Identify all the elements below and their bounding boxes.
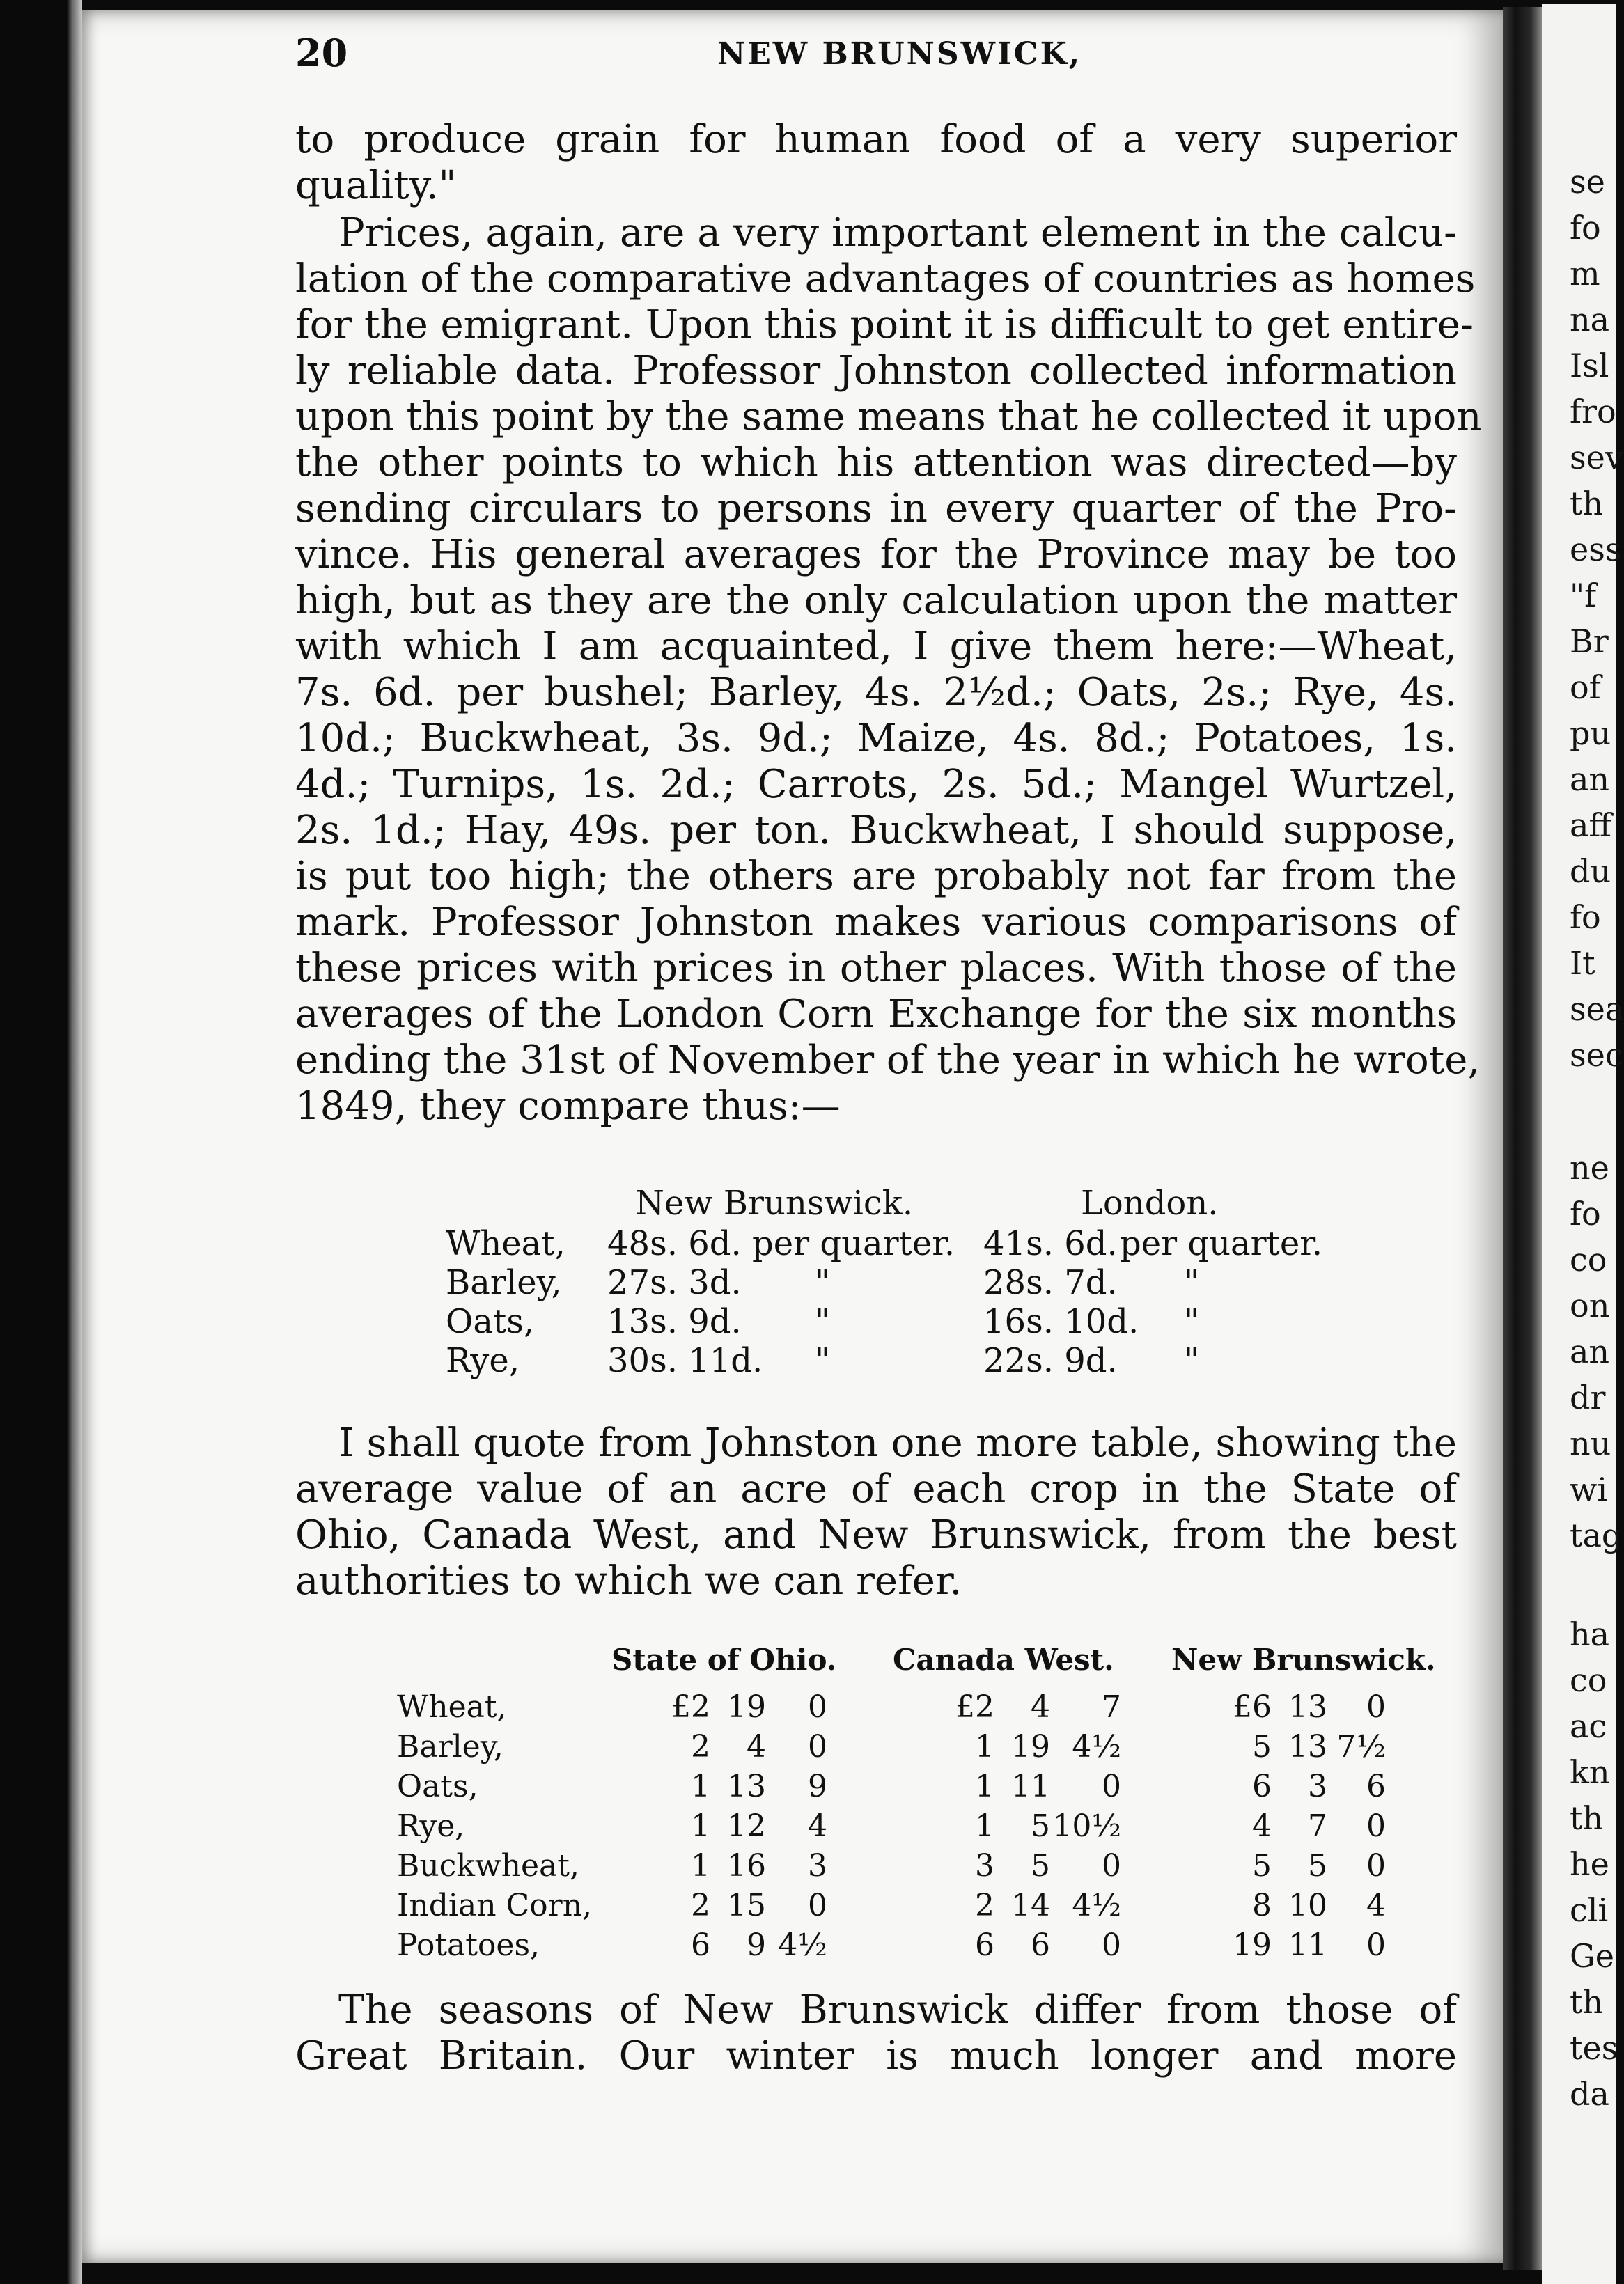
table-cell: 7 — [1102, 1689, 1121, 1725]
table-cell: 13s. 9d. — [607, 1302, 742, 1341]
table-cell: " — [1184, 1263, 1200, 1302]
table-cell: 3 — [808, 1848, 827, 1884]
text-line: I shall quote from Johnston one more table, showing the — [338, 1421, 1457, 1466]
text-line: is put too high; the others are probably not far from the — [295, 854, 1457, 899]
table-cell: 4½ — [1072, 1729, 1121, 1765]
page-number: 20 — [295, 31, 348, 75]
facing-text-fragment: wi — [1570, 1471, 1608, 1508]
table-cell: 4 — [1252, 1808, 1272, 1844]
table-cell: 0 — [808, 1888, 827, 1923]
table-cell: 30s. 11d. — [607, 1341, 763, 1380]
table-cell: 19 — [727, 1689, 766, 1725]
book-binding — [1503, 7, 1542, 2270]
table-cell: 0 — [1102, 1769, 1121, 1804]
table-cell: 0 — [1366, 1848, 1386, 1884]
table-cell: 5 — [1031, 1848, 1050, 1884]
column-header: Canada West. — [893, 1643, 1114, 1677]
table-cell: 9 — [808, 1769, 827, 1804]
paragraph-1 — [295, 117, 1457, 209]
facing-text-fragment: se — [1570, 163, 1605, 201]
table-cell: 0 — [808, 1729, 827, 1765]
acre-table-body — [397, 1642, 1442, 1976]
column-header: London. — [1081, 1184, 1219, 1223]
facing-text-fragment: Br — [1570, 623, 1609, 660]
text-line: average value of an acre of each crop in the State of — [295, 1466, 1457, 1512]
facing-text-fragment: kn — [1570, 1753, 1610, 1791]
facing-text-fragment: da — [1570, 2075, 1609, 2113]
text-line: lation of the comparative advantages of countries as homes — [295, 256, 1476, 302]
table-cell: per quarter. — [752, 1224, 955, 1263]
facing-text-fragment: nu — [1570, 1425, 1611, 1462]
table-cell: 0 — [808, 1689, 827, 1725]
table-cell: 15 — [727, 1888, 766, 1923]
facing-text-fragment: tag — [1570, 1517, 1623, 1554]
facing-text-fragment: du — [1570, 852, 1611, 890]
text-line: mark. Professor Johnston makes various comparisons of — [295, 900, 1457, 945]
facing-text-fragment: an — [1570, 760, 1610, 798]
table-cell: 7½ — [1336, 1729, 1386, 1765]
table-cell: 13 — [727, 1769, 766, 1804]
facing-text-fragment: ne — [1570, 1149, 1609, 1187]
left-page-edge — [0, 0, 82, 2284]
text-line: high, but as they are the only calculation upon the matter — [295, 578, 1457, 623]
facing-text-fragment: co — [1570, 1661, 1607, 1699]
table-cell: " — [1184, 1302, 1200, 1341]
facing-text-fragment: aff — [1570, 806, 1612, 844]
facing-text-fragment: th — [1570, 1799, 1604, 1837]
row-label: Indian Corn, — [397, 1888, 593, 1923]
row-label: Buckwheat, — [397, 1848, 579, 1884]
row-label: Barley, — [397, 1729, 503, 1765]
row-label: Wheat, — [397, 1689, 507, 1725]
facing-text-fragment: th — [1570, 1983, 1604, 2021]
table-cell: " — [815, 1302, 831, 1341]
table-cell: 1 — [691, 1769, 710, 1804]
facing-text-fragment: cli — [1570, 1891, 1609, 1929]
table-cell: " — [815, 1341, 831, 1380]
facing-text-fragment: sec — [1570, 1036, 1623, 1074]
table-cell: 16 — [727, 1848, 766, 1884]
facing-text-fragment: fo — [1570, 1195, 1601, 1233]
paragraph-2 — [295, 210, 1482, 1129]
table-cell: 2 — [975, 1888, 994, 1923]
table-cell: 22s. 9d. — [983, 1341, 1118, 1380]
table-cell: 4 — [1031, 1689, 1050, 1725]
table-cell: 7 — [1308, 1808, 1327, 1844]
table-cell: 14 — [1011, 1888, 1050, 1923]
table-cell: £6 — [1233, 1689, 1272, 1725]
table-cell: 19 — [1011, 1729, 1050, 1765]
table-cell: 28s. 7d. — [983, 1263, 1118, 1302]
text-line: these prices with prices in other places. With those of the — [295, 946, 1457, 991]
facing-text-fragment: on — [1570, 1287, 1610, 1324]
table-cell: per quarter. — [1120, 1224, 1323, 1263]
facing-text-fragment: fo — [1570, 209, 1601, 247]
facing-text-fragment: "f — [1570, 577, 1597, 614]
facing-text-fragment: an — [1570, 1333, 1610, 1370]
facing-text-fragment: Isl — [1570, 347, 1609, 384]
table-cell: 0 — [1102, 1927, 1121, 1963]
table-cell: 11 — [1288, 1927, 1327, 1963]
facing-text-fragment: na — [1570, 301, 1610, 338]
text-line: for the emigrant. Upon this point it is difficult to get entire- — [295, 302, 1474, 347]
paragraph-3 — [295, 1421, 1457, 1604]
table-cell: 19 — [1233, 1927, 1272, 1963]
table-cell: 0 — [1366, 1689, 1386, 1725]
facing-text-fragment: tes — [1570, 2029, 1618, 2067]
row-label: Rye, — [446, 1341, 520, 1380]
table-cell: 4½ — [1072, 1888, 1121, 1923]
text-line: quality." — [295, 163, 457, 208]
row-label: Wheat, — [446, 1224, 565, 1263]
table-cell: 4½ — [778, 1927, 827, 1963]
table-cell: 4 — [747, 1729, 766, 1765]
table-cell: 48s. 6d. — [607, 1224, 742, 1263]
facing-text-fragment: dr — [1570, 1379, 1606, 1416]
table-cell: 1 — [975, 1729, 994, 1765]
column-header: New Brunswick. — [1171, 1643, 1436, 1677]
table-cell: 0 — [1366, 1927, 1386, 1963]
row-label: Oats, — [397, 1769, 478, 1804]
table-cell: 6 — [1252, 1769, 1272, 1804]
facing-text-fragment: th — [1570, 485, 1604, 522]
table-cell: 1 — [691, 1808, 710, 1844]
table-cell: " — [815, 1263, 831, 1302]
table-cell: 5 — [1308, 1848, 1327, 1884]
facing-text-fragment: ess — [1570, 531, 1622, 568]
facing-text-fragment: he — [1570, 1845, 1609, 1883]
facing-text-fragment: ha — [1570, 1616, 1610, 1653]
facing-text-fragment: fro — [1570, 393, 1616, 430]
table-cell: 9 — [747, 1927, 766, 1963]
row-label: Oats, — [446, 1302, 535, 1341]
column-header: State of Ohio. — [611, 1643, 837, 1677]
text-line: The seasons of New Brunswick differ from those of — [338, 1987, 1457, 2033]
facing-text-fragment: sev — [1570, 439, 1623, 476]
text-line: ending the 31st of November of the year in which he wrote, — [295, 1038, 1481, 1083]
table-cell: 1 — [975, 1808, 994, 1844]
text-line: the other points to which his attention was directed—by — [295, 440, 1457, 485]
table-cell: 2 — [691, 1729, 710, 1765]
text-line: vince. His general averages for the Province may be too — [295, 532, 1457, 577]
text-line: 7s. 6d. per bushel; Barley, 4s. 2½d.; Oats, 2s.; Rye, 4s. — [295, 670, 1457, 715]
text-line: authorities to which we can refer. — [295, 1558, 962, 1604]
table-cell: 5 — [1252, 1848, 1272, 1884]
table-cell: 27s. 3d. — [607, 1263, 742, 1302]
table-cell: 10 — [1288, 1888, 1327, 1923]
text-line: to produce grain for human food of a very superior — [295, 117, 1457, 162]
table-cell: 11 — [1011, 1769, 1050, 1804]
row-label: Barley, — [446, 1263, 562, 1302]
table-cell: 1 — [691, 1848, 710, 1884]
text-line: Great Britain. Our winter is much longer and more — [295, 2033, 1457, 2079]
table-cell: 1 — [975, 1769, 994, 1804]
facing-text-fragment: fo — [1570, 898, 1601, 936]
table-cell: 0 — [1366, 1808, 1386, 1844]
facing-text-fragment: sea — [1570, 990, 1624, 1028]
table-cell: 2 — [691, 1888, 710, 1923]
table-cell: 8 — [1252, 1888, 1272, 1923]
table-cell: 5 — [1031, 1808, 1050, 1844]
table-cell: 4 — [808, 1808, 827, 1844]
table-cell: 13 — [1288, 1689, 1327, 1725]
row-label: Rye, — [397, 1808, 465, 1844]
running-title: NEW BRUNSWICK, — [717, 36, 1082, 72]
text-line: 4d.; Turnips, 1s. 2d.; Carrots, 2s. 5d.; Mangel Wurtzel, — [295, 762, 1457, 807]
table-cell: 5 — [1252, 1729, 1272, 1765]
table-cell: £2 — [955, 1689, 994, 1725]
text-line: averages of the London Corn Exchange for the six months — [295, 992, 1457, 1037]
table-cell: 3 — [975, 1848, 994, 1884]
table-cell: 16s. 10d. — [983, 1302, 1139, 1341]
table-cell: £2 — [671, 1689, 710, 1725]
facing-text-fragment: m — [1570, 255, 1600, 292]
table-cell: 4 — [1366, 1888, 1386, 1923]
table-cell: 6 — [975, 1927, 994, 1963]
facing-text-fragment: It — [1570, 944, 1595, 982]
table-cell: 41s. 6d. — [983, 1224, 1118, 1263]
row-label: Potatoes, — [397, 1927, 540, 1963]
facing-text-fragment: of — [1570, 668, 1601, 706]
text-line: sending circulars to persons in every quarter of the Pro- — [295, 486, 1457, 531]
table-cell: 0 — [1102, 1848, 1121, 1884]
text-line: 1849, they compare thus:— — [295, 1084, 841, 1129]
paragraph-4 — [295, 1987, 1457, 2079]
facing-text-fragment: pu — [1570, 714, 1611, 752]
text-line: ly reliable data. Professor Johnston collected information — [295, 348, 1457, 393]
facing-text-fragment: co — [1570, 1241, 1607, 1278]
text-line: 10d.; Buckwheat, 3s. 9d.; Maize, 4s. 8d.; Potatoes, 1s. — [295, 716, 1457, 761]
table-cell: 12 — [727, 1808, 766, 1844]
table-cell: 13 — [1288, 1729, 1327, 1765]
column-header: New Brunswick. — [635, 1184, 914, 1223]
text-line: Prices, again, are a very important element in the calcu- — [338, 210, 1457, 256]
table-cell: 6 — [1031, 1927, 1050, 1963]
table-cell: 6 — [1366, 1769, 1386, 1804]
text-line: with which I am acquainted, I give them here:—Wheat, — [295, 624, 1457, 669]
facing-text-fragment: ac — [1570, 1707, 1607, 1745]
text-line: Ohio, Canada West, and New Brunswick, from the best — [295, 1512, 1457, 1558]
facing-text-fragment: Ge — [1570, 1937, 1614, 1975]
table-cell: " — [1184, 1341, 1200, 1380]
text-line: upon this point by the same means that he collected it upon — [295, 394, 1482, 439]
text-line: 2s. 1d.; Hay, 49s. per ton. Buckwheat, I should suppose, — [295, 808, 1457, 853]
table-cell: 3 — [1308, 1769, 1327, 1804]
facing-page-edge — [1542, 4, 1624, 2284]
table-cell: 6 — [691, 1927, 710, 1963]
table-cell: 10½ — [1052, 1808, 1121, 1844]
